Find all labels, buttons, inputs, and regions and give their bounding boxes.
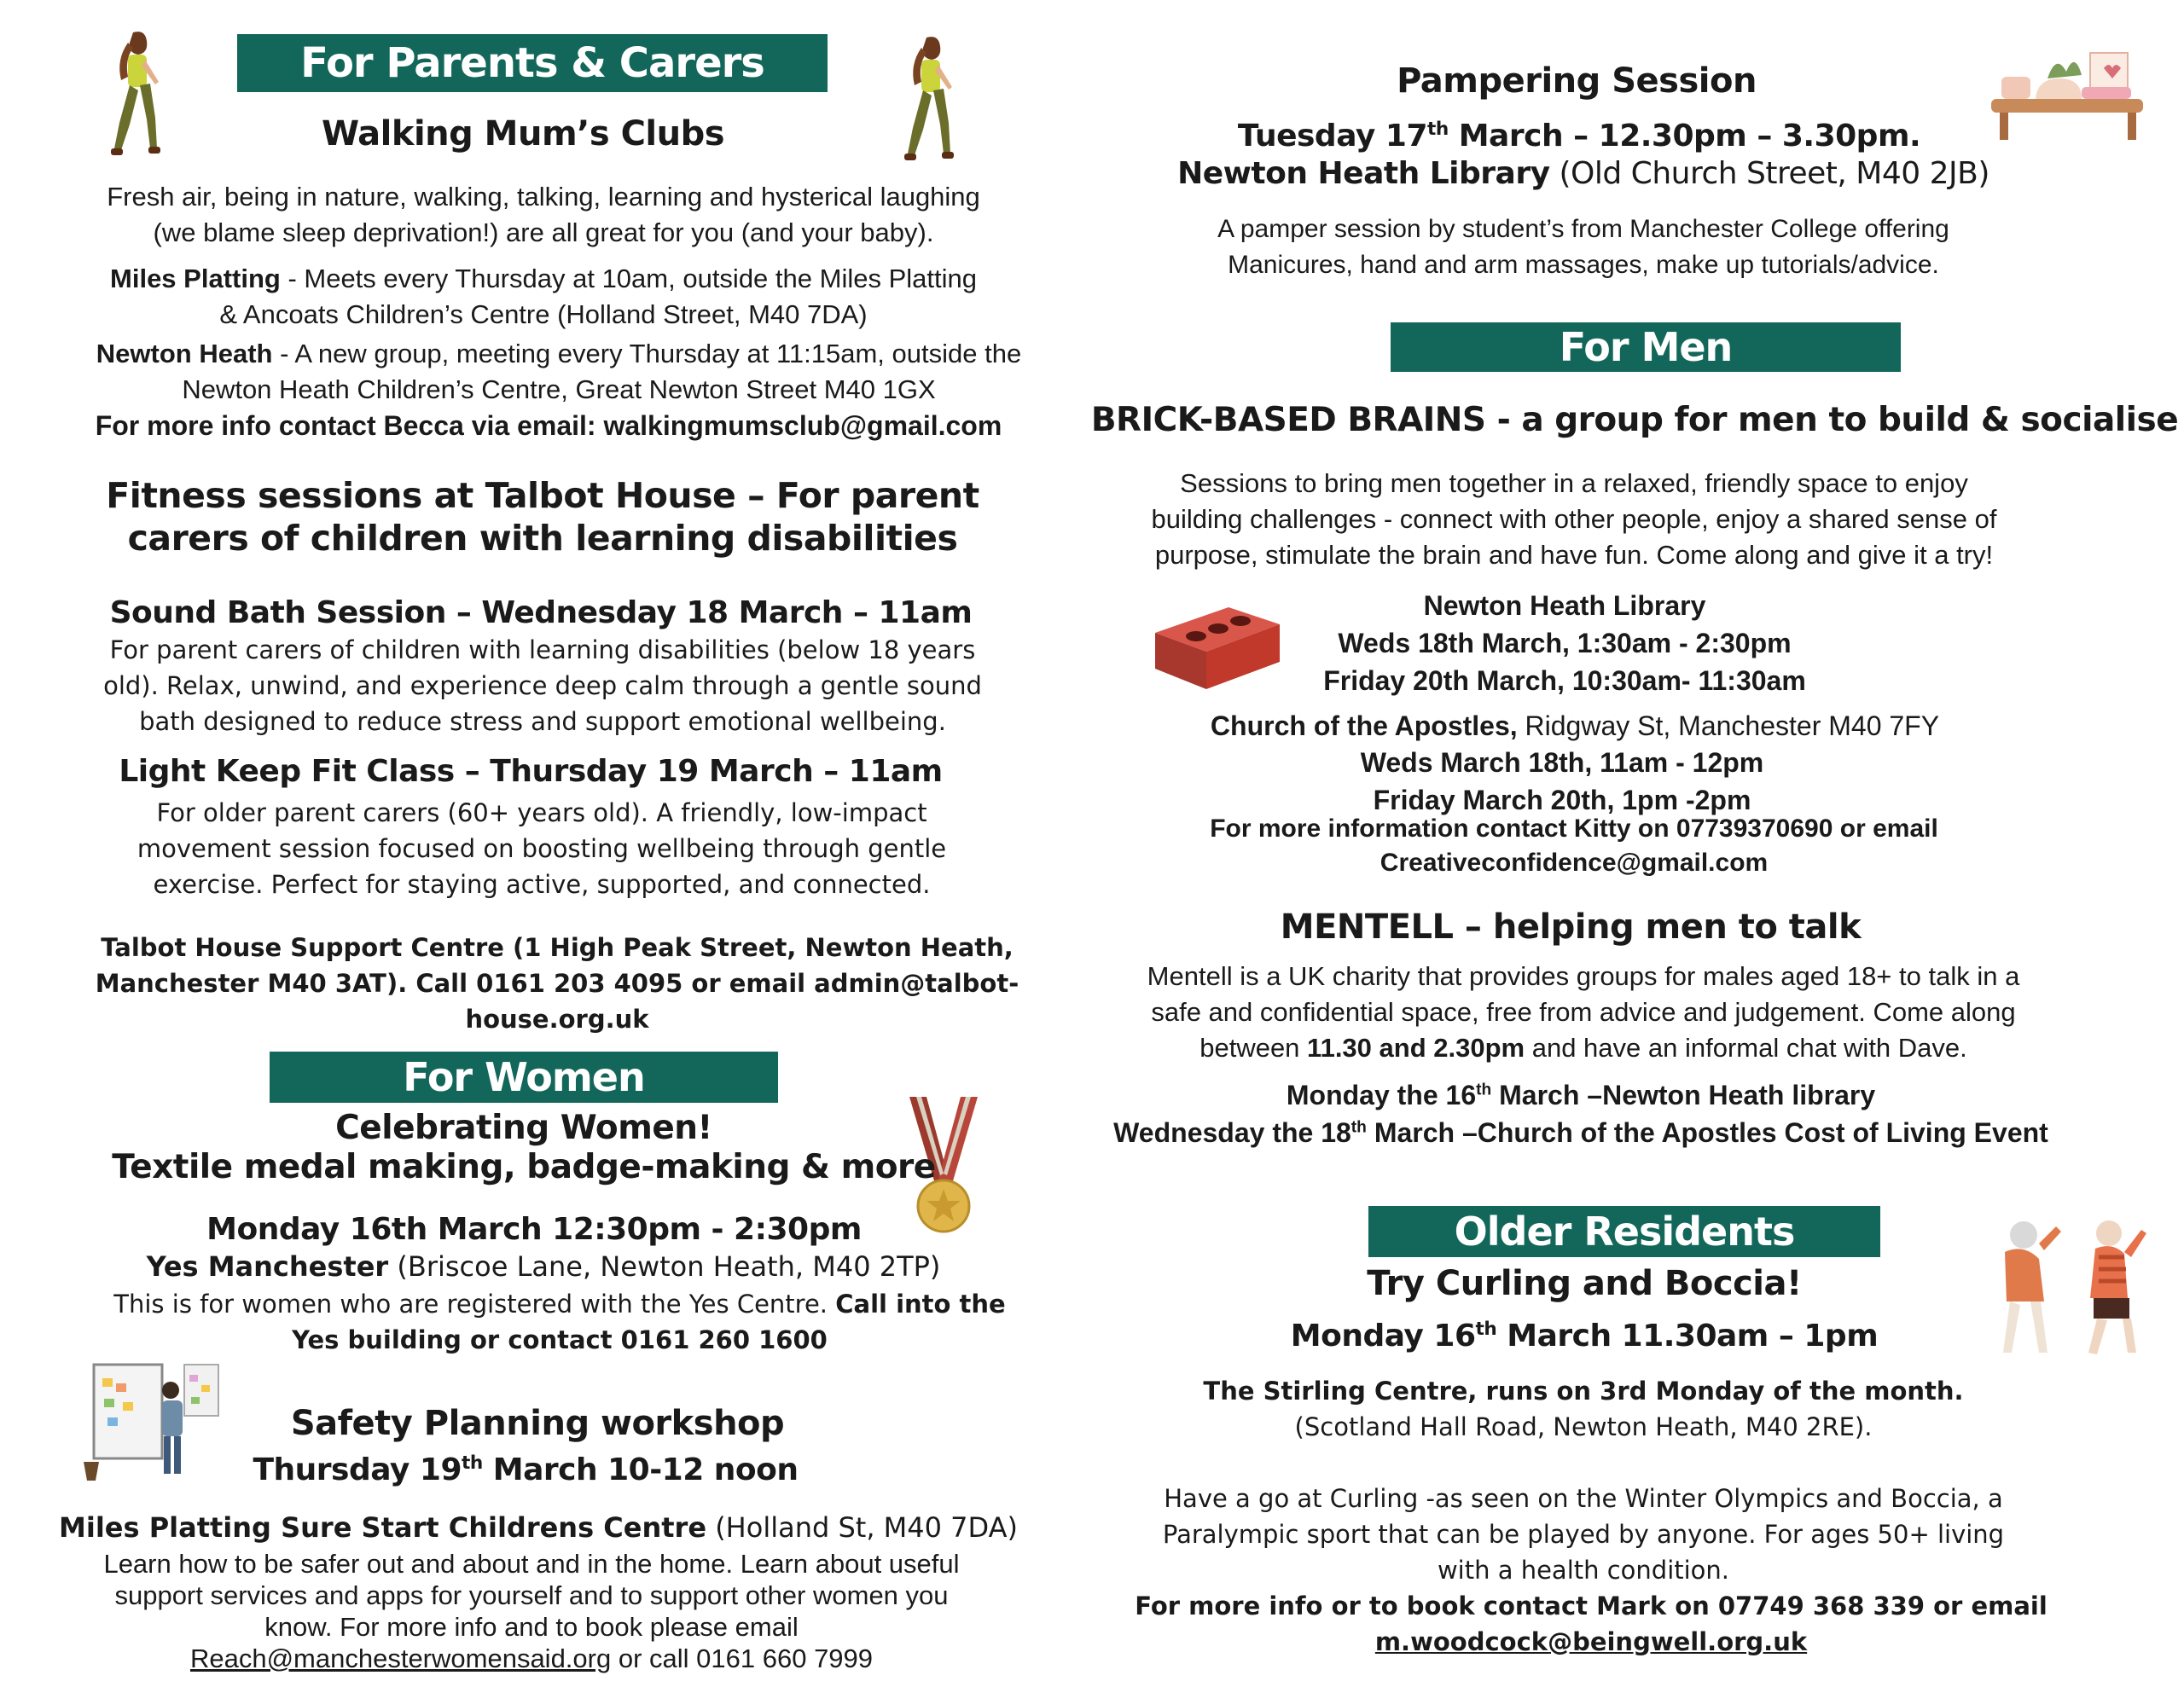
pampering-info: A pamper session by student’s from Manchester College offering Manicures, hand and arm massages, make up tutorials/advice. <box>1217 215 1949 279</box>
womens-aid-email-link[interactable]: Reach@manchesterwomensaid.org <box>189 1644 612 1673</box>
stirling-centre-venue: The Stirling Centre, runs on 3rd Monday of the month. (Scotland Hall Road, Newton Heath, M40 2RE). <box>1203 1377 1964 1441</box>
walking-clubs-title: Walking Mum’s Clubs <box>321 114 725 154</box>
yes-centre-info: This is for women who are registered with the Yes Centre. Call into the Yes building or contact 0161 260 1600 <box>113 1290 1006 1354</box>
celebrating-date: Monday 16th March 12:30pm - 2:30pm <box>206 1212 862 1247</box>
brick-brains-info: Sessions to bring men together in a relaxed, friendly space to enjoy building challenges - connect with other people, enjoy a shared sense of purpose, stimulate the brain and have fun. Come along and give it a try! <box>1151 468 1997 570</box>
beingwell-email-link[interactable]: m.woodcock@beingwell.org.uk <box>1374 1627 1808 1656</box>
pampering-title: Pampering Session <box>1397 61 1757 101</box>
mentell-title: MENTELL – helping men to talk <box>1280 907 1862 947</box>
newton-heath-group: Newton Heath - A new group, meeting every Thursday at 11:15am, outside the Newton Heath Children’s Centre, Great Newton Street M40 1GX <box>96 339 1022 404</box>
miles-platting-group: Miles Platting - Meets every Thursday at 10am, outside the Miles Platting & Ancoats Children’s Centre (Holland Street, M40 7DA) <box>110 264 977 329</box>
parents-carers-banner: For Parents & Carers <box>237 34 828 92</box>
safety-planning-date: Thursday 19th March 10-12 noon <box>253 1452 799 1487</box>
church-apostles-venue: Church of the Apostles, Ridgway St, Manchester M40 7FY <box>1210 710 1940 741</box>
curling-date: Monday 16th March 11.30am – 1pm <box>1290 1319 1879 1354</box>
keep-fit-title: Light Keep Fit Class – Thursday 19 March – 11am <box>119 754 943 789</box>
pampering-date: Tuesday 17th March – 12.30pm – 3.30pm. <box>1237 119 1921 154</box>
mentell-dates: Monday the 16th March –Newton Heath library Wednesday the 18th March –Church of the Apostles Cost of Living Event <box>1113 1080 2048 1148</box>
curling-info: Have a go at Curling -as seen on the Winter Olympics and Boccia, a Paralympic sport that can be played by anyone. For ages 50+ living with a health condition. <box>1162 1484 2005 1585</box>
mentell-info: Mentell is a UK charity that provides groups for males aged 18+ to talk in a safe and confidential space, free from advice and judgement. Come along between 11.30 and 2.30pm and have an informal chat with Dave. <box>1147 961 2020 1063</box>
keep-fit-text: For older parent carers (60+ years old). A friendly, low-impact movement session focused on boosting wellbeing through gentle exercise. Perfect for staying active, supported, and connected. <box>136 798 947 899</box>
men-banner: For Men <box>1391 322 1901 372</box>
celebrating-women-title: Celebrating Women! Textile medal making, badge-making & more <box>112 1109 936 1186</box>
sound-bath-text: For parent carers of children with learning disabilities (below 18 years old). Relax, unwind, and experience deep calm through a gentle sound bath designed to reduce stress and support emotional wellbeing. <box>103 635 982 736</box>
walking-intro: Fresh air, being in nature, walking, talking, learning and hysterical laughing (we blame sleep deprivation!) are all great for you (and your baby). <box>107 182 980 247</box>
brick-brains-title: BRICK-BASED BRAINS - a group for men to build & socialise <box>1090 401 2179 439</box>
women-banner: For Women <box>270 1052 778 1103</box>
curling-contact: For more info or to book contact Mark on 07749 368 339 or email m.woodcock@beingwell.org.uk <box>1135 1591 2048 1656</box>
brick-brains-contact: For more information contact Kitty on 07739370690 or email Creativeconfidence@gmail.com <box>1210 815 1938 877</box>
newton-heath-library-sessions: Newton Heath Library Weds 18th March, 1:30am - 2:30pm Friday 20th March, 10:30am- 11:30am <box>1323 590 1806 696</box>
pampering-venue: Newton Heath Library (Old Church Street, M40 2JB) <box>1177 156 1989 191</box>
safety-planning-info: Learn how to be safer out and about and in the home. Learn about useful support services and apps for yourself and to support other women you know. For more info and to book please email Reach@manchesterwomensaid.org or call 0161 660 7999 <box>103 1549 960 1673</box>
walking-contact: For more info contact Becca via email: walkingmumsclub@gmail.com <box>95 410 1002 441</box>
fitness-title: Fitness sessions at Talbot House – For parent carers of children with learning disabilities <box>106 475 979 559</box>
talbot-house-contact: Talbot House Support Centre (1 High Peak Street, Newton Heath, Manchester M40 3AT). Call 0161 203 4095 or email admin@talbot- house.org.uk <box>95 933 1019 1034</box>
sound-bath-title: Sound Bath Session – Wednesday 18 March – 11am <box>109 595 973 630</box>
sure-start-venue: Miles Platting Sure Start Childrens Centre (Holland St, M40 7DA) <box>59 1511 1018 1544</box>
safety-planning-title: Safety Planning workshop <box>290 1404 785 1443</box>
older-residents-banner: Older Residents <box>1368 1206 1880 1257</box>
yes-manchester-venue: Yes Manchester (Briscoe Lane, Newton Heath, M40 2TP) <box>146 1250 941 1283</box>
church-apostles-sessions: Weds March 18th, 11am - 12pm Friday March 20th, 1pm -2pm <box>1360 747 1764 815</box>
curling-boccia-title: Try Curling and Boccia! <box>1367 1264 1802 1303</box>
